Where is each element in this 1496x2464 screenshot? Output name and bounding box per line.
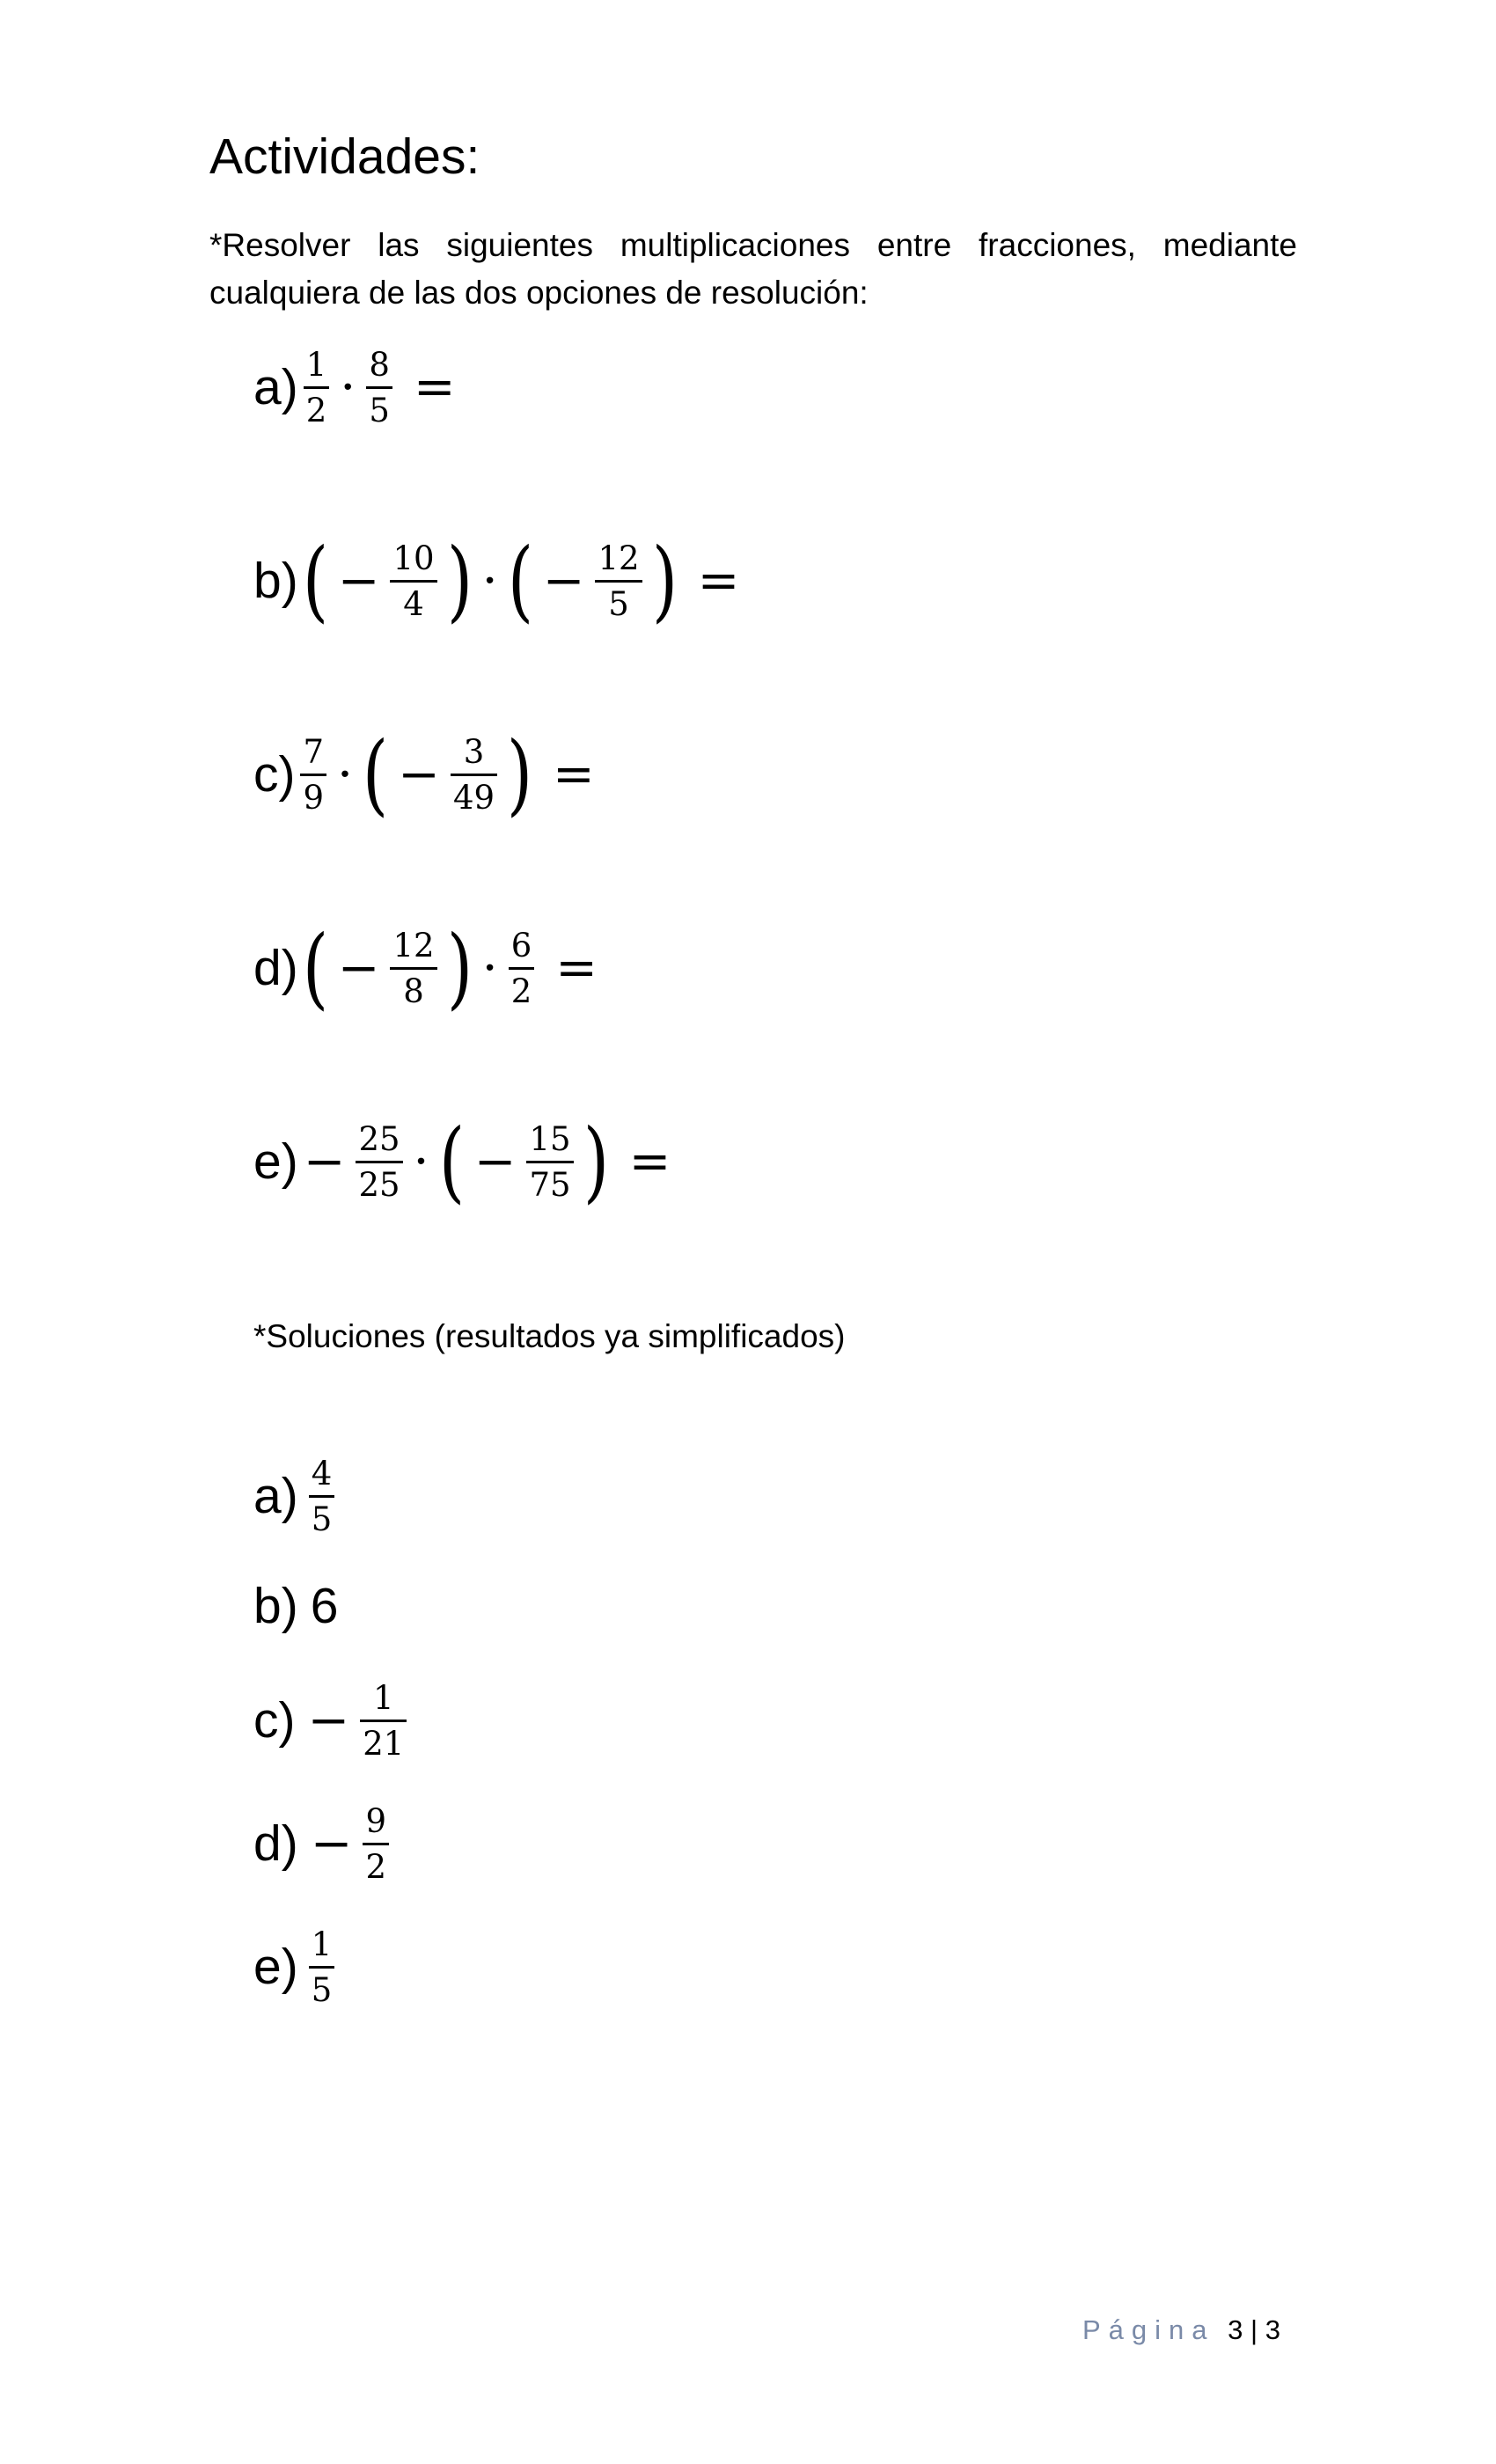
denominator: 75 — [529, 1165, 571, 1204]
fraction — [304, 345, 330, 429]
denominator: 2 — [510, 972, 532, 1010]
numerator: 4 — [311, 1454, 333, 1492]
denominator: 2 — [305, 391, 327, 429]
solutions-heading: *Soluciones (resultados ya simplificados) — [253, 1318, 846, 1354]
left-paren: ( — [507, 529, 533, 632]
numerator: 1 — [311, 1925, 333, 1963]
denominator: 2 — [365, 1847, 386, 1886]
minus-sign: − — [337, 938, 380, 997]
equals-sign: = — [697, 552, 740, 610]
denominator: 5 — [311, 1500, 333, 1538]
fraction — [356, 1119, 402, 1204]
right-paren: ) — [506, 722, 533, 825]
fraction — [363, 1801, 389, 1886]
denominator: 5 — [369, 391, 390, 429]
exercise-label: c) — [253, 745, 296, 803]
right-paren: ) — [583, 1110, 609, 1213]
numerator: 25 — [358, 1119, 400, 1158]
minus-sign: − — [303, 1132, 346, 1191]
fraction — [390, 539, 436, 623]
page-title: Actividades: — [209, 128, 480, 185]
right-paren: ) — [651, 529, 678, 632]
multiply-dot: · — [337, 744, 354, 803]
exercise-label: b) — [253, 552, 298, 609]
minus-sign: − — [542, 551, 585, 610]
numerator: 9 — [365, 1801, 386, 1840]
left-paren: ( — [363, 722, 389, 825]
right-paren: ) — [446, 916, 473, 1019]
solution-label: e) — [253, 1938, 298, 1995]
solution-e — [253, 1905, 340, 2028]
multiply-dot: · — [481, 938, 498, 997]
denominator: 8 — [403, 972, 424, 1010]
current-page: 3 — [1228, 2314, 1243, 2345]
exercise-a — [253, 321, 456, 453]
numerator: 3 — [463, 732, 485, 771]
solution-label: c) — [253, 1691, 296, 1749]
numerator: 1 — [373, 1678, 394, 1717]
numerator: 1 — [305, 345, 327, 384]
equals-sign: = — [555, 939, 598, 997]
denominator: 49 — [452, 778, 495, 817]
solution-label: b) — [253, 1577, 298, 1634]
left-paren: ( — [438, 1110, 465, 1213]
page-word: Página — [1082, 2314, 1215, 2345]
fraction — [366, 345, 392, 429]
solution-label: a) — [253, 1467, 298, 1524]
denominator: 25 — [358, 1165, 400, 1204]
page-footer — [1082, 2314, 1280, 2346]
numerator: 12 — [392, 926, 435, 964]
exercise-c — [253, 708, 595, 840]
numerator: 8 — [369, 345, 390, 384]
page-separator: | — [1250, 2314, 1258, 2345]
numerator: 10 — [392, 539, 435, 577]
fraction — [451, 732, 497, 817]
fraction — [360, 1678, 407, 1763]
solution-value: 6 — [310, 1577, 339, 1634]
exercise-label: e) — [253, 1133, 298, 1190]
multiply-dot: · — [481, 551, 498, 610]
exercise-e — [253, 1096, 671, 1228]
left-paren: ( — [302, 916, 328, 1019]
exercise-label: d) — [253, 939, 298, 996]
denominator: 21 — [363, 1724, 405, 1763]
right-paren: ) — [446, 529, 473, 632]
solution-b — [253, 1562, 338, 1650]
fraction — [300, 732, 326, 817]
numerator: 7 — [303, 732, 325, 771]
left-paren: ( — [302, 529, 328, 632]
denominator: 5 — [608, 584, 629, 623]
exercise-label: a) — [253, 358, 298, 415]
exercise-d — [253, 902, 598, 1034]
multiply-dot: · — [340, 357, 356, 416]
numerator: 15 — [529, 1119, 571, 1158]
equals-sign: = — [553, 745, 595, 803]
equals-sign: = — [413, 358, 456, 416]
numerator: 12 — [598, 539, 640, 577]
equals-sign: = — [628, 1133, 671, 1191]
instructions: *Resolver las siguientes multiplicaciones entre fracciones, mediante cualquiera de las dos opciones de resolución: — [209, 227, 1297, 311]
total-pages: 3 — [1265, 2314, 1280, 2345]
numerator: 6 — [510, 926, 532, 964]
fraction — [509, 926, 535, 1010]
solution-d — [253, 1782, 394, 1905]
fraction — [390, 926, 436, 1010]
solution-c — [253, 1659, 412, 1782]
fraction — [595, 539, 642, 623]
minus-sign: − — [307, 1690, 350, 1749]
denominator: 5 — [311, 1970, 333, 2009]
exercise-b — [253, 515, 739, 647]
minus-sign: − — [337, 551, 380, 610]
fraction — [309, 1925, 335, 2009]
fraction — [309, 1454, 335, 1538]
denominator: 9 — [303, 778, 325, 817]
solution-a — [253, 1434, 340, 1558]
solution-label: d) — [253, 1815, 298, 1872]
denominator: 4 — [403, 584, 424, 623]
minus-sign: − — [398, 744, 440, 803]
minus-sign: − — [310, 1814, 353, 1873]
multiply-dot: · — [413, 1132, 429, 1191]
minus-sign: − — [473, 1132, 517, 1191]
fraction — [526, 1119, 573, 1204]
